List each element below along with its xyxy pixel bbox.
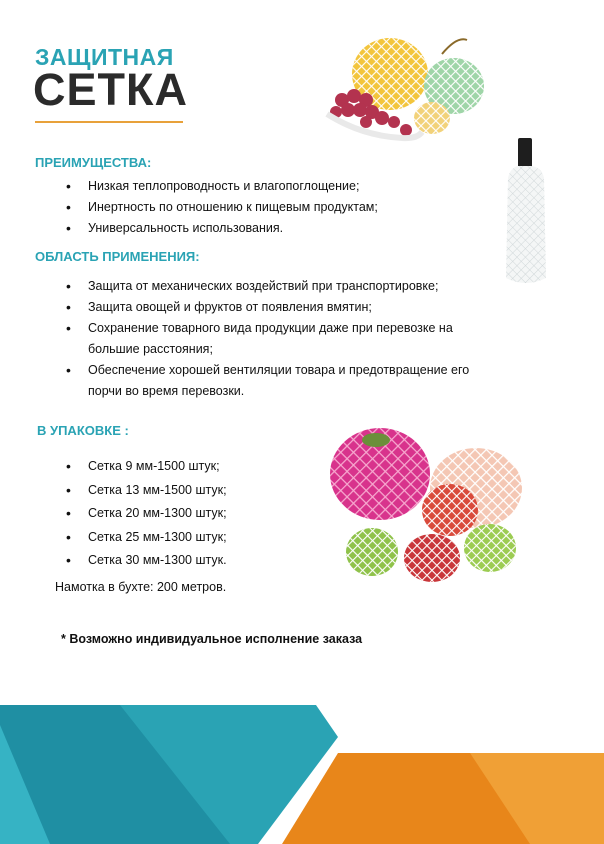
fruit-net-image-top [322, 26, 502, 148]
advantages-list [66, 176, 486, 239]
title-line-1: ЗАЩИТНАЯ [35, 44, 174, 70]
list-item: • Сохранение товарного вида продукции даже при перевозке на большие расстояния; [66, 318, 496, 360]
custom-order-note: * Возможно индивидуальное исполнение заказа [61, 632, 363, 646]
fruit-net-image-bottom [328, 426, 526, 586]
coil-note: Намотка в бухте: 200 метров. [55, 580, 227, 594]
packaging-heading: В УПАКОВКЕ : [37, 423, 129, 438]
packaging-list [66, 455, 306, 573]
list-item: • Обеспечение хорошей вентиляции товара и предотвращение его порчи во время перевозки. [66, 360, 496, 402]
title-underline [35, 121, 183, 123]
list-item: • Низкая теплопроводность и влагопоглощение; [66, 176, 486, 197]
list-item: • Сетка 13 мм-1500 штук; [66, 479, 306, 503]
list-item: • Инертность по отношению к пищевым продуктам; [66, 197, 486, 218]
list-item: • Универсальность использования. [66, 218, 486, 239]
list-item: • Сетка 9 мм-1500 штук; [66, 455, 306, 479]
footer-decoration [0, 705, 604, 844]
list-item: • Защита овощей и фруктов от появления вмятин; [66, 297, 496, 318]
bottle-net-image [500, 138, 552, 288]
application-list [66, 276, 496, 402]
list-item: • Сетка 30 мм-1300 штук. [66, 549, 306, 573]
advantages-heading: ПРЕИМУЩЕСТВА: [35, 155, 152, 170]
list-item: • Сетка 20 мм-1300 штук; [66, 502, 306, 526]
list-item: • Защита от механических воздействий при транспортировке; [66, 276, 496, 297]
title-line-2: СЕТКА [33, 64, 188, 115]
list-item: • Сетка 25 мм-1300 штук; [66, 526, 306, 550]
application-heading: ОБЛАСТЬ ПРИМЕНЕНИЯ: [35, 249, 200, 264]
